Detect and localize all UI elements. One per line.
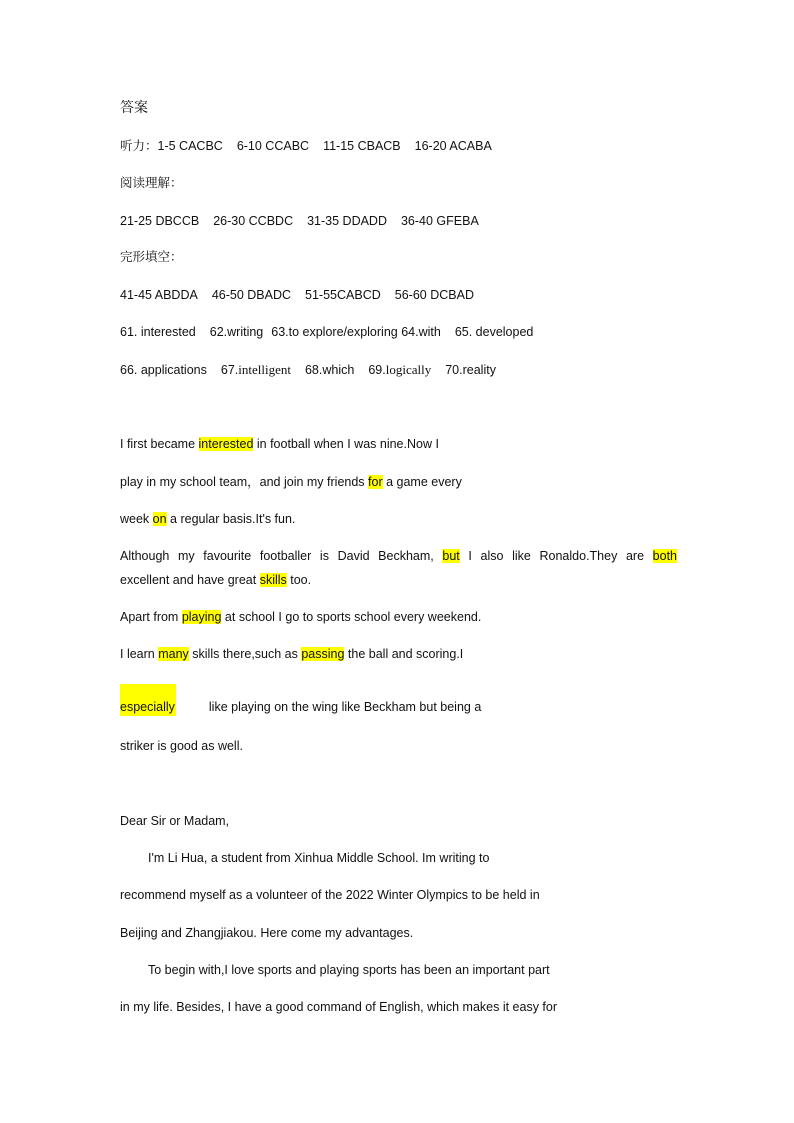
passage-text: I learn [120, 647, 159, 661]
highlighted-word: both [652, 549, 678, 563]
highlighted-word: many [158, 647, 189, 661]
answer-item: 70.reality [445, 363, 496, 377]
answer-item: 61. interested [120, 325, 196, 339]
answer-item: 1-5 CACBC [157, 139, 223, 153]
answer-item: 31-35 DDADD [307, 214, 387, 228]
highlighted-word: on [152, 512, 167, 526]
letter-line: in my life. Besides, I have a good command of English, which makes it easy for [120, 1000, 558, 1014]
passage-line [120, 699, 481, 715]
passage-text: a regular basis.It's fun. [166, 512, 296, 526]
listening-line [120, 138, 492, 154]
fill-line-1 [120, 324, 533, 340]
highlighted-word: playing [181, 610, 222, 624]
answer-item: 21-25 DBCCB [120, 214, 200, 228]
letter-line: I'm Li Hua, a student from Xinhua Middle School. Im writing to [148, 851, 490, 865]
letter-line: Beijing and Zhangjiakou. Here come my advantages. [120, 926, 414, 940]
cloze-line [120, 287, 474, 303]
passage-text: in football when I was nine.Now I [253, 437, 439, 451]
answer-item: 62.writing [209, 325, 264, 339]
passage-text: I first became [120, 437, 199, 451]
passage-text: at school I go to sports school every weekend. [221, 610, 482, 624]
highlighted-word: passing [301, 647, 345, 661]
cloze-label: 完形填空： [120, 250, 183, 264]
letter-line: recommend myself as a volunteer of the 2022 Winter Olympics to be held in [120, 888, 540, 902]
passage-line [120, 646, 463, 662]
passage-text: skills there,such as [188, 647, 302, 661]
answer-item: 67. [220, 363, 239, 377]
answer-item: 56-60 DCBAD [394, 288, 474, 302]
highlighted-word: but [442, 549, 460, 563]
highlighted-word: skills [259, 573, 287, 587]
passage-line [120, 511, 295, 527]
passage-line: striker is good as well. [120, 739, 243, 753]
passage-text: excellent and have great [120, 573, 260, 587]
answer-item: 41-45 ABDDA [120, 288, 198, 302]
passage-line [120, 609, 481, 625]
answer-item: 63.to explore/exploring 64.with [271, 325, 441, 339]
letter-line: To begin with,I love sports and playing sports has been an important part [148, 963, 550, 977]
passage-text: I also like Ronaldo.They are [459, 549, 653, 563]
answers-title: 答案 [120, 99, 148, 115]
reading-label: 阅读理解： [120, 176, 183, 190]
highlighted-word: especially [120, 700, 175, 714]
passage-text: Although my favourite footballer is David Beckham, [120, 549, 443, 563]
answer-item: 65. developed [454, 325, 534, 339]
passage-text: play in my school team，and join my friends [120, 475, 369, 489]
passage-line [120, 572, 311, 588]
answer-item: 46-50 DBADC [211, 288, 292, 302]
listening-label: 听力： [120, 139, 158, 153]
passage-line [120, 548, 677, 564]
answer-item: 26-30 CCBDC [213, 214, 294, 228]
letter-salutation: Dear Sir or Madam, [120, 814, 230, 828]
answer-item: 68.which [304, 363, 355, 377]
answer-item: 51-55CABCD [305, 288, 381, 302]
passage-text: the ball and scoring.I [344, 647, 464, 661]
passage-line [120, 474, 462, 490]
answer-item: 66. applications [120, 363, 207, 377]
passage-text: like playing on the wing like Beckham but being a [208, 700, 482, 714]
passage-line [120, 436, 439, 452]
answer-item: intelligent [238, 362, 291, 377]
highlighted-word: for [368, 475, 383, 489]
passage-text: Apart from [120, 610, 182, 624]
answer-item: 69. [368, 363, 386, 377]
passage-text: week [120, 512, 153, 526]
fill-line-2 [120, 362, 496, 378]
answer-item: 11-15 CBACB [323, 139, 401, 153]
passage-text: a game every [382, 475, 462, 489]
answer-item: 6-10 CCABC [236, 139, 310, 153]
answer-item: 16-20 ACABA [414, 139, 492, 153]
reading-line [120, 213, 479, 229]
answer-item: 36-40 GFEBA [400, 214, 479, 228]
passage-text: too. [286, 573, 312, 587]
answer-item: logically [385, 362, 432, 377]
highlighted-word: interested [198, 437, 254, 451]
